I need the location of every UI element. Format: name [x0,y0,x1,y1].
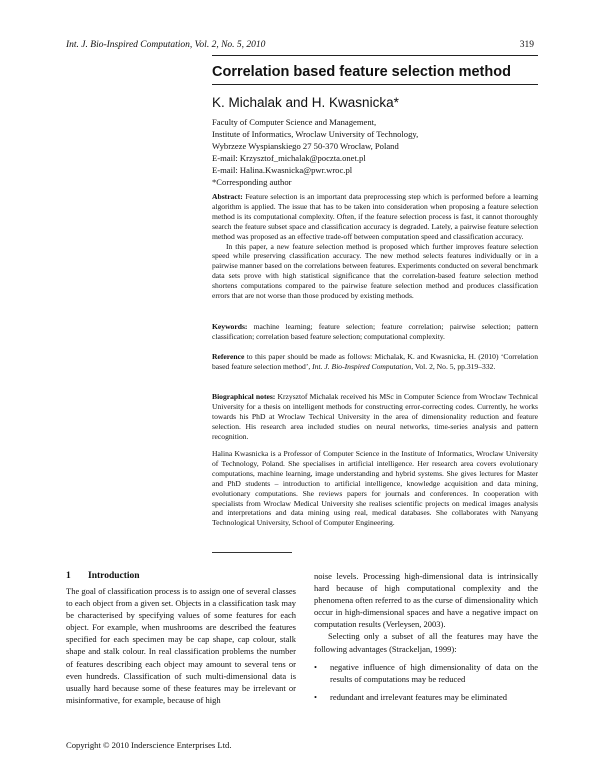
bio-michalak: Krzysztof Michalak received his MSc in Computer Science from Wroclaw Technical University for a thesis on intelligent methods for constructing error-correcting codes. Currently, he works towards his PhD at Wroclaw Techical University in the area of dimensionality reduction and feature selection. His research area included studies on neural networks, time-series analysis and pattern recognition. [212,392,538,441]
affiliation-line: Faculty of Computer Science and Management, [212,117,377,127]
abstract-paragraph-1: Feature selection is an important data preprocessing step which is performed before a learning algorithm is applied. The issue that has to be taken into consideration when proposing a feature selection method is its computational complexity. Often, if the feature selection process is fast, it cannot thoroughly search the feature subset space and classification accuracy is degraded. Lately, a pairwise feature selection method was proposed as an effective trade-off between computation speed and classification accuracy. [212,192,538,241]
paper-title: Correlation based feature selection method [212,64,511,80]
bio-label: Biographical notes: [212,392,276,401]
separator-rule [212,552,292,553]
bullet-text: negative influence of high dimensionality of data on the results of computations may be reduced [330,661,538,684]
bullet-text: redundant and irrelevant features may be eliminated [330,691,508,702]
bullet-icon: • [314,661,317,672]
section-heading [66,571,140,581]
bio-kwasnicka-block [212,449,538,528]
reference-journal: Int. J. Bio-Inspired Computation [312,361,412,371]
bio-kwasnicka: Halina Kwasnicka is a Professor of Computer Science in the Institute of Informatics, Wroclaw University of Technology, Poland. She specialises in artificial intelligence. Her research area covers evolutionary computations, machine learning, image understanding and hybrid systems. She gives lectures for Master and PhD students – introduction to artificial intelligence, knowledge acquisition and data mining, evolutionary computations. She reviews papers for journals and conferences. In cooperation with specialists from Wroclaw Medical University she realises scientific projects on medical images analysis and interpretations and data mining using real, medical databases. She collaborates with Nanyang Technological University, School of Computer Engineering. [212,449,538,528]
page-number: 319 [519,40,534,50]
reference [212,352,538,372]
intro-paragraph-2: noise levels. Processing high-dimensional data is intrinsically hard because of high computational complexity and the phenomena often referred to as the curse of dimensionality which occur in high-dimensional spaces and have a negative impact on computation results (Verleysen, 2003). [314,571,538,630]
title-rule-bottom [212,84,538,85]
section-title: Introduction [88,571,140,581]
reference-text: to this paper should be made as follows: Michalak, K. and Kwasnicka, H. (2010) ‘Correlation based feature selection method’, [212,352,538,371]
left-column [66,585,296,706]
abstract [212,192,538,301]
affiliation-line: Institute of Informatics, Wroclaw University of Technology, [212,129,419,139]
bullet-item [314,691,538,703]
bullet-item [314,661,538,685]
title-rule-top [212,55,538,56]
email-line: E-mail: Krzysztof_michalak@poczta.onet.pl [212,153,366,163]
affiliation-line: Wybrzeze Wyspianskiego 27 50-370 Wroclaw, Poland [212,141,399,151]
intro-paragraph-1: The goal of classification process is to assign one of several classes to each object from a given set. Objects in a classification task may be characterised by specifying values of some features for each object. For example, when mushrooms are described the features specified for each specimen may be cap shape, cap colour, stalk shape and stalk colour. In real classification problems the number of features describing each object may amount to several tens or even hundreds. Classification of such multi-dimensional data is usually hard because some of these features may be irrelevant or misinformative, for example, because of high [66,586,296,705]
email-line: E-mail: Halina.Kwasnicka@pwr.wroc.pl [212,165,353,175]
intro-paragraph-3: Selecting only a subset of all the features may have the following advantages (Strackeljan, 1999): [314,631,538,654]
reference-volume: , Vol. 2, No. 5, pp.319–332. [411,361,496,371]
authors: K. Michalak and H. Kwasnicka* [212,95,399,110]
copyright: Copyright © 2010 Inderscience Enterprises Ltd. [66,740,232,750]
keywords-text: machine learning; feature selection; feature correlation; pairwise selection; pattern classification; correlation based feature selection; computational complexity. [212,322,538,341]
affiliation [212,116,418,188]
corresponding-author-note: *Corresponding author [212,177,292,187]
reference-label: Reference [212,352,245,361]
right-column [314,570,538,703]
keywords-label: Keywords: [212,322,248,331]
biographical-notes [212,392,538,442]
journal-header: Int. J. Bio-Inspired Computation, Vol. 2, No. 5, 2010 [66,40,266,50]
abstract-paragraph-2: In this paper, a new feature selection method is proposed which further improves feature selection speed while preserving classification accuracy. The new method selects features individually or in a pairwise manner based on the correlations between features. Experiments conducted on several benchmark data sets prove with high statistical significance that the correlation-based feature selection method shortens computations compared to the pairwise feature selection method and produces classification errors that are not worse than those produced by existing methods. [212,241,538,301]
abstract-label: Abstract: [212,192,243,201]
keywords [212,322,538,342]
section-number: 1 [66,571,71,581]
bullet-icon: • [314,691,317,702]
